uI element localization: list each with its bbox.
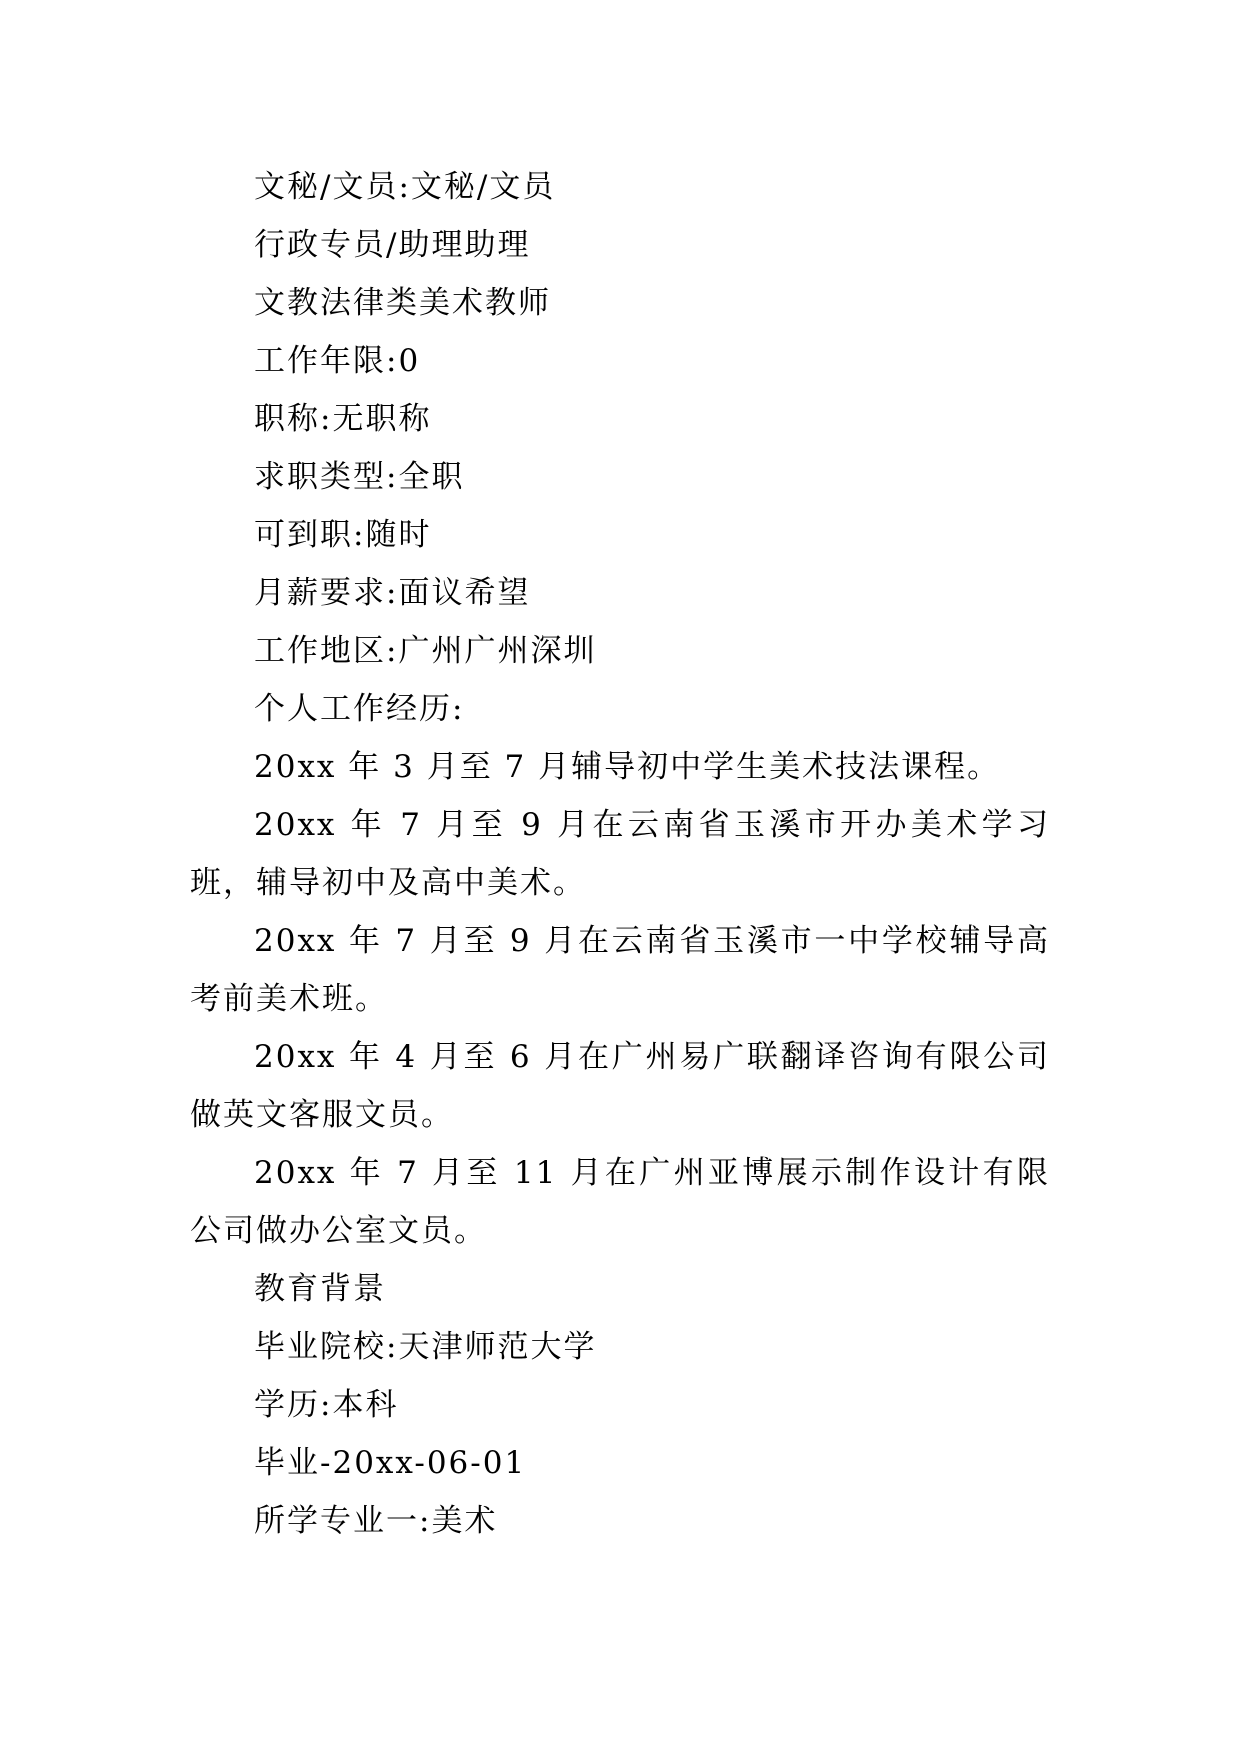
text-line-teacher-role: 文教法律类美术教师 <box>254 285 551 321</box>
text-line-position: 文秘/文员:文秘/文员 <box>254 169 556 205</box>
experience-item: 20xx 年 4 月至 6 月在广州易广联翻译咨询有限公司做英文客服文员。 <box>190 1039 1050 1133</box>
text-line-title: 职称:无职称 <box>254 401 432 437</box>
text-line-major: 所学专业一:美术 <box>254 1503 498 1539</box>
experience-item: 20xx 年 7 月至 11 月在广州亚博展示制作设计有限公司做办公室文员。 <box>190 1155 1050 1249</box>
experience-item: 20xx 年 7 月至 9 月在云南省玉溪市一中学校辅导高考前美术班。 <box>190 923 1050 1017</box>
text-line-availability: 可到职:随时 <box>254 517 432 553</box>
text-line-salary: 月薪要求:面议希望 <box>254 575 531 611</box>
text-line-admin-role: 行政专员/助理助理 <box>254 227 531 263</box>
text-line-work-years: 工作年限:0 <box>254 343 421 379</box>
text-line-job-type: 求职类型:全职 <box>254 459 465 495</box>
section-heading-education: 教育背景 <box>254 1271 386 1307</box>
text-line-work-area: 工作地区:广州广州深圳 <box>254 633 597 669</box>
document-body <box>190 158 1050 1550</box>
section-heading-experience: 个人工作经历: <box>254 691 465 727</box>
experience-item: 20xx 年 7 月至 9 月在云南省玉溪市开办美术学习班，辅导初中及高中美术。 <box>190 807 1050 901</box>
experience-item: 20xx 年 3 月至 7 月辅导初中学生美术技法课程。 <box>254 749 1001 785</box>
text-line-graduation: 毕业-20xx-06-01 <box>254 1445 527 1481</box>
text-line-degree: 学历:本科 <box>254 1387 399 1423</box>
text-line-school: 毕业院校:天津师范大学 <box>254 1329 597 1365</box>
